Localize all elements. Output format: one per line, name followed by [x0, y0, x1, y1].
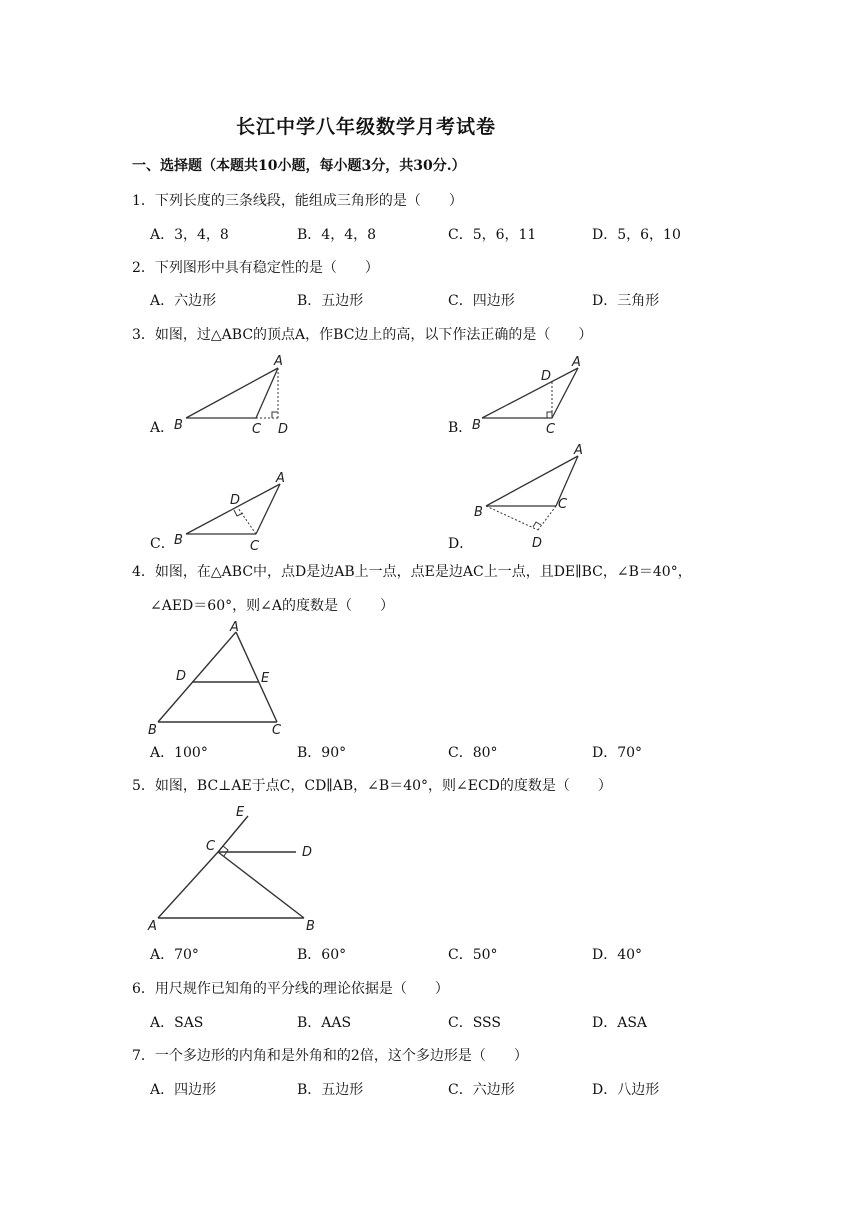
q3-option-a[interactable]: A． — [150, 420, 175, 436]
q2-option-a[interactable]: A．六边形 — [150, 293, 217, 309]
q4-option-a[interactable]: A．100° — [150, 745, 208, 761]
label-c: C — [252, 422, 262, 437]
q3-figure-c — [168, 466, 298, 552]
q5-option-d[interactable]: D．40° — [592, 947, 643, 963]
q5-figure — [144, 802, 324, 934]
q4-option-c[interactable]: C．80° — [448, 745, 498, 761]
q5-option-a[interactable]: A．70° — [150, 947, 199, 963]
q7-option-d[interactable]: D．八边形 — [592, 1082, 660, 1098]
q1-option-a[interactable]: A．3，4，8 — [150, 227, 229, 243]
label-a: A — [572, 355, 581, 370]
q7-option-c[interactable]: C．六边形 — [448, 1082, 515, 1098]
label-d: D — [302, 845, 313, 860]
label-c: C — [250, 539, 260, 552]
label-d: D — [278, 422, 289, 437]
q7-option-a[interactable]: A．四边形 — [150, 1082, 217, 1098]
question-4-stem-line1: 4．如图，在△ABC中，点D是边AB上一点，点E是边AC上一点，且DE∥BC，∠B＝40°， — [132, 564, 692, 580]
label-d: D — [176, 669, 187, 684]
q1-option-d[interactable]: D．5，6，10 — [592, 227, 681, 243]
q6-option-d[interactable]: D．ASA — [592, 1015, 648, 1031]
q3-figure-b — [466, 352, 596, 438]
label-a: A — [574, 444, 583, 458]
label-b: B — [174, 418, 183, 433]
q1-option-c[interactable]: C．5，6，11 — [448, 227, 537, 243]
label-d: D — [230, 493, 241, 508]
question-3-stem: 3．如图，过△ABC的顶点A，作BC边上的高，以下作法正确的是（ ） — [132, 327, 593, 343]
label-a: A — [230, 620, 239, 635]
q4-option-b[interactable]: B．90° — [297, 745, 347, 761]
page-title: 长江中学八年级数学月考试卷 — [236, 116, 497, 138]
label-b: B — [148, 723, 157, 738]
q7-option-b[interactable]: B．五边形 — [297, 1082, 364, 1098]
q4-option-d[interactable]: D．70° — [592, 745, 643, 761]
label-a: A — [276, 471, 285, 486]
question-5-stem: 5．如图，BC⊥AE于点C，CD∥AB，∠B＝40°，则∠ECD的度数是（ ） — [132, 778, 612, 794]
label-b: B — [306, 919, 315, 934]
label-c: C — [546, 422, 556, 437]
question-1-stem: 1．下列长度的三条线段，能组成三角形的是（ ） — [132, 193, 463, 209]
label-e: E — [236, 805, 245, 820]
label-d: D — [541, 369, 552, 384]
q6-option-b[interactable]: B．AAS — [297, 1015, 352, 1031]
q3-option-b[interactable]: B． — [448, 420, 473, 436]
label-a: A — [274, 354, 283, 369]
label-c: C — [206, 839, 216, 854]
label-d: D — [532, 536, 543, 550]
q6-option-a[interactable]: A．SAS — [150, 1015, 204, 1031]
label-c: C — [272, 723, 282, 738]
label-e: E — [261, 671, 270, 686]
q2-option-b[interactable]: B．五边形 — [297, 293, 364, 309]
question-7-stem: 7．一个多边形的内角和是外角和的2倍，这个多边形是（ ） — [132, 1048, 528, 1064]
question-4-stem-line2: ∠AED＝60°，则∠A的度数是（ ） — [150, 598, 394, 614]
q2-option-d[interactable]: D．三角形 — [592, 293, 660, 309]
label-b: B — [472, 418, 481, 433]
label-b: B — [474, 505, 483, 520]
q4-figure — [144, 618, 294, 740]
q2-option-c[interactable]: C．四边形 — [448, 293, 515, 309]
q1-option-b[interactable]: B．4，4，8 — [297, 227, 377, 243]
q3-figure-a — [168, 352, 298, 438]
q3-option-c[interactable]: C． — [150, 536, 175, 552]
question-6-stem: 6．用尺规作已知角的平分线的理论依据是（ ） — [132, 981, 449, 997]
q6-option-c[interactable]: C．SSS — [448, 1015, 501, 1031]
question-2-stem: 2．下列图形中具有稳定性的是（ ） — [132, 260, 379, 276]
label-c: C — [558, 497, 568, 512]
q3-option-d[interactable]: D． — [448, 536, 474, 552]
section-heading: 一、选择题（本题共10小题，每小题3分，共30分.） — [132, 158, 466, 174]
q5-option-c[interactable]: C．50° — [448, 947, 498, 963]
label-b: B — [174, 533, 183, 548]
label-a: A — [148, 919, 157, 934]
q3-figure-d — [466, 444, 606, 550]
q5-option-b[interactable]: B．60° — [297, 947, 347, 963]
